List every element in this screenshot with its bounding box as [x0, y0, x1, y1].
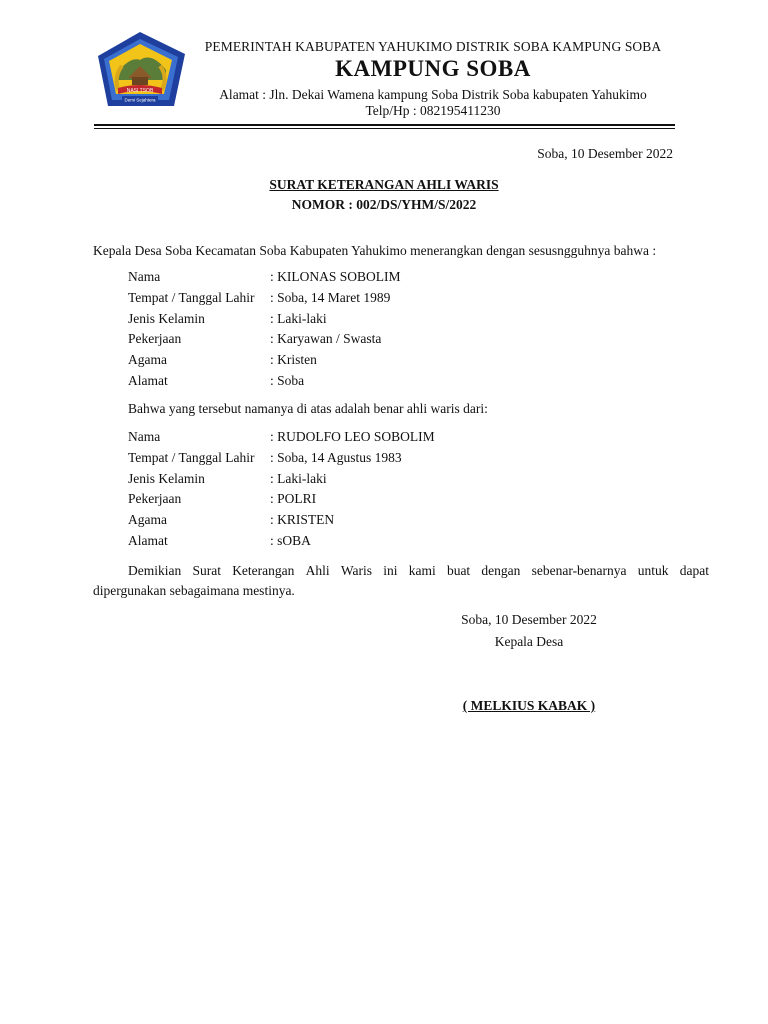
- closing-word: Demikian: [128, 563, 182, 578]
- field-label: Alamat: [128, 533, 168, 548]
- letter-date: Soba, 10 Desember 2022: [537, 146, 673, 161]
- field-label: Agama: [128, 352, 167, 367]
- field-value: : KRISTEN: [270, 512, 335, 527]
- letter-number: NOMOR : 002/DS/YHM/S/2022: [291, 197, 477, 212]
- closing-word: ini: [383, 563, 398, 578]
- field-value: : RUDOLFO LEO SOBOLIM: [270, 429, 435, 444]
- signature-role: Kepala Desa: [494, 634, 564, 649]
- field-label: Nama: [128, 269, 161, 284]
- closing-word: buat: [446, 563, 471, 578]
- letterhead-rule-thick: [94, 124, 675, 126]
- field-label: Jenis Kelamin: [128, 471, 205, 486]
- field-value: : Karyawan / Swasta: [270, 331, 382, 346]
- field-label: Pekerjaan: [128, 331, 182, 346]
- field-value: : POLRI: [270, 491, 317, 506]
- letterhead-village-name: KAMPUNG SOBA: [335, 56, 531, 81]
- field-value: : Laki-laki: [270, 471, 327, 486]
- field-value: : Soba, 14 Maret 1989: [270, 290, 391, 305]
- closing-word: Surat: [192, 563, 221, 578]
- signature-place-date: Soba, 10 Desember 2022: [461, 612, 597, 627]
- closing-word: Ahli: [305, 563, 330, 578]
- field-value: : Laki-laki: [270, 311, 327, 326]
- closing-word: sebenar-benarnya: [531, 563, 627, 578]
- field-label: Jenis Kelamin: [128, 311, 205, 326]
- closing-paragraph: [93, 561, 709, 601]
- closing-word: Keterangan: [232, 563, 295, 578]
- closing-line-1: [93, 561, 709, 581]
- letterhead-phone: Telp/Hp : 082195411230: [365, 103, 501, 118]
- heir-statement: Bahwa yang tersebut namanya di atas adalah benar ahli waris dari:: [128, 401, 488, 416]
- field-label: Tempat / Tanggal Lahir: [128, 290, 255, 305]
- letterhead-government: PEMERINTAH KABUPATEN YAHUKIMO DISTRIK SOBA KAMPUNG SOBA: [204, 39, 662, 54]
- intro-paragraph: Kepala Desa Soba Kecamatan Soba Kabupaten Yahukimo menerangkan dengan sesusngguhnya bahwa :: [93, 243, 657, 258]
- field-value: : sOBA: [270, 533, 311, 548]
- closing-word: Waris: [340, 563, 373, 578]
- closing-word: dapat: [679, 563, 709, 578]
- regency-logo-icon: [96, 30, 188, 110]
- signature-name: ( MELKIUS KABAK ): [462, 698, 596, 713]
- field-value: : Soba: [270, 373, 305, 388]
- letterhead-rule-thin: [94, 128, 675, 129]
- logo-banner-text: NASI TSOB: [126, 88, 154, 94]
- field-value: : Kristen: [270, 352, 317, 367]
- closing-line-2: dipergunakan sebagaimana mestinya.: [93, 583, 295, 598]
- field-value: : Soba, 14 Agustus 1983: [270, 450, 402, 465]
- closing-word: dengan: [481, 563, 521, 578]
- field-label: Nama: [128, 429, 161, 444]
- closing-word: kami: [408, 563, 436, 578]
- field-label: Agama: [128, 512, 167, 527]
- logo-motto: Demi Sejahtera: [124, 97, 156, 103]
- letter-title: SURAT KETERANGAN AHLI WARIS: [269, 177, 499, 192]
- field-label: Alamat: [128, 373, 168, 388]
- field-value: : KILONAS SOBOLIM: [270, 269, 401, 284]
- field-label: Pekerjaan: [128, 491, 182, 506]
- letterhead-address: Alamat : Jln. Dekai Wamena kampung Soba Distrik Soba kabupaten Yahukimo: [219, 87, 647, 102]
- field-label: Tempat / Tanggal Lahir: [128, 450, 255, 465]
- closing-word: untuk: [637, 563, 669, 578]
